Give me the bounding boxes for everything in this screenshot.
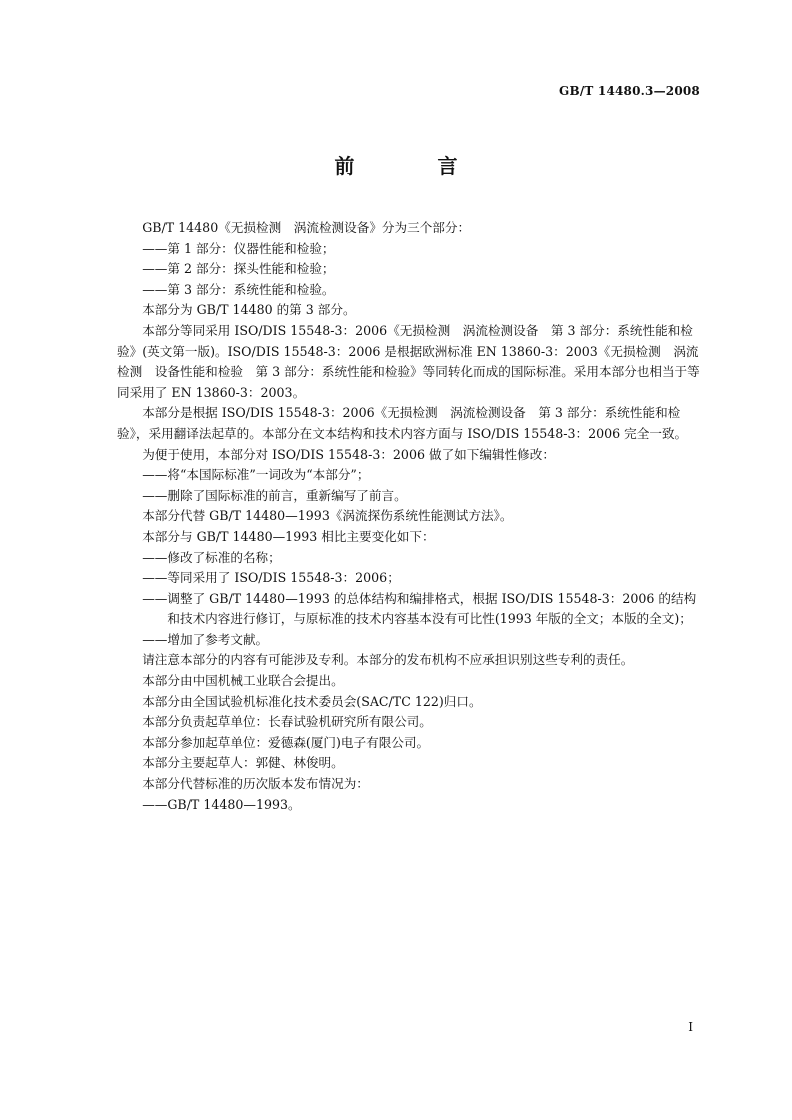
paragraph: 本部分与 GB/T 14480—1993 相比主要变化如下： — [142, 528, 435, 544]
paragraph: GB/T 14480《无损检测 涡流检测设备》分为三个部分： — [142, 220, 471, 235]
paragraph: 本部分负责起草单位：长春试验机研究所有限公司。 — [142, 714, 432, 730]
paragraph: 本部分主要起草人：郭健、林俊明。 — [142, 755, 344, 771]
list-item: ——GB/T 14480—1993。 — [142, 796, 301, 812]
page-title: 前 言 — [334, 154, 496, 178]
header-standard-code: GB/T 14480.3—2008 — [559, 84, 700, 98]
list-item: ——调整了 GB/T 14480—1993 的总体结构和编排格式，根据 ISO/DIS 15548-3：2006 的结构和技术内容进行修订，与原标准的技术内容基本没有可比性(1993 年版的全文；本版的全文)； — [142, 590, 697, 627]
foreword-body — [117, 218, 707, 815]
list-item: ——第 2 部分：探头性能和检验； — [142, 261, 335, 277]
paragraph: 本部分由中国机械工业联合会提出。 — [142, 673, 344, 689]
list-item: ——第 3 部分：系统性能和检验。 — [142, 281, 335, 297]
paragraph: 本部分是根据 ISO/DIS 15548-3：2006《无损检测 涡流检测设备 第 3 部分：系统性能和检验》，采用翻译法起草的。本部分在文本结构和技术内容方面与 ISO/DIS 15548-3：2006 完全一致。 — [117, 405, 688, 441]
list-item: ——第 1 部分：仪器性能和检验； — [142, 240, 335, 256]
paragraph: 本部分参加起草单位：爱德森(厦门)电子有限公司。 — [142, 734, 430, 750]
list-item: ——修改了标准的名称； — [142, 549, 281, 565]
paragraph: 请注意本部分的内容有可能涉及专利。本部分的发布机构不应承担识别这些专利的责任。 — [142, 652, 634, 668]
list-item: ——删除了国际标准的前言，重新编写了前言。 — [142, 487, 407, 503]
paragraph: 本部分由全国试验机标准化技术委员会(SAC/TC 122)归口。 — [142, 693, 482, 709]
list-item: ——增加了参考文献。 — [142, 631, 269, 647]
paragraph: 本部分等同采用 ISO/DIS 15548-3：2006《无损检测 涡流检测设备 第 3 部分：系统性能和检验》(英文第一版)。ISO/DIS 15548-3：2006 是根据欧洲标准 EN 13860-3：2003《无损检测 涡流检测 设备性能和检验 第 3 部分：系统性能和检验》等同转化而成的国际标准。采用本部分也相当于等同采用了 EN 13860-3：2003。 — [117, 322, 700, 400]
paragraph: 本部分为 GB/T 14480 的第 3 部分。 — [142, 302, 356, 318]
paragraph: 本部分代替 GB/T 14480—1993《涡流探伤系统性能测试方法》。 — [142, 508, 513, 524]
list-item: ——等同采用了 ISO/DIS 15548-3：2006； — [142, 570, 400, 586]
list-item: ——将“本国际标准”一词改为“本部分”； — [142, 467, 370, 483]
paragraph: 本部分代替标准的历次版本发布情况为： — [142, 776, 369, 792]
page-number: I — [688, 1020, 693, 1034]
paragraph: 为便于使用，本部分对 ISO/DIS 15548-3：2006 做了如下编辑性修改： — [142, 446, 555, 462]
